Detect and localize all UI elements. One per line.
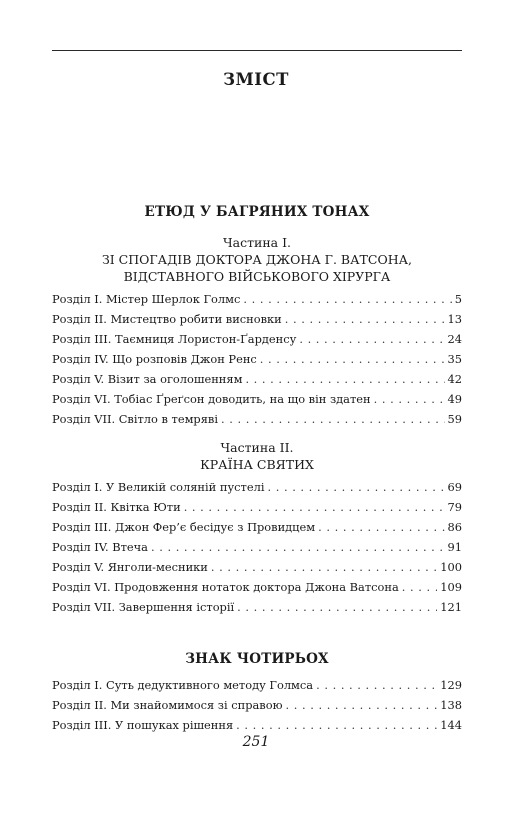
dot-leader xyxy=(402,577,437,597)
chapter-title: Розділ I. Суть дедуктивного методу Голмса xyxy=(52,678,314,692)
toc-entry[interactable] xyxy=(52,497,462,517)
part-subtitle: ВІДСТАВНОГО ВІЙСЬКОВОГО ХІРУРГА xyxy=(123,269,391,284)
work-title: ЕТЮД У БАГРЯНИХ ТОНАХ xyxy=(144,204,370,220)
toc-entry[interactable] xyxy=(52,289,462,309)
page-ref: 49 xyxy=(447,392,462,406)
chapter-title: Розділ VI. Тобіас Ґреґсон доводить, на що він здатен xyxy=(52,392,371,406)
toc-entry[interactable] xyxy=(52,537,462,557)
toc-entry[interactable] xyxy=(52,369,462,389)
dot-leader xyxy=(243,289,451,309)
page-ref: 91 xyxy=(447,540,462,554)
toc-entry[interactable] xyxy=(52,675,462,695)
toc-entry[interactable] xyxy=(52,329,462,349)
toc-entry[interactable] xyxy=(52,409,462,429)
dot-leader xyxy=(151,537,445,557)
toc-entry[interactable] xyxy=(52,389,462,409)
chapter-list xyxy=(52,675,462,735)
page-title: ЗМІСТ xyxy=(223,70,289,89)
dot-leader xyxy=(260,349,445,369)
page-ref: 129 xyxy=(440,678,462,692)
toc-entry[interactable] xyxy=(52,309,462,329)
toc-entry[interactable] xyxy=(52,517,462,537)
chapter-title: Розділ III. Джон Фер’є бесідує з Провидцем xyxy=(52,520,316,534)
part-subtitle: КРАЇНА СВЯТИХ xyxy=(200,457,314,472)
dot-leader xyxy=(245,369,444,389)
chapter-list xyxy=(52,477,462,617)
chapter-title: Розділ III. Таємниця Лористон-Ґарденсу xyxy=(52,332,297,346)
page-ref: 35 xyxy=(447,352,462,366)
chapter-title: Розділ VII. Завершення історії xyxy=(52,600,235,614)
page-ref: 86 xyxy=(447,520,462,534)
chapter-title: Розділ IV. Втеча xyxy=(52,540,148,554)
toc-entry[interactable] xyxy=(52,597,462,617)
page-ref: 5 xyxy=(454,292,462,306)
toc-entry[interactable] xyxy=(52,349,462,369)
chapter-title: Розділ II. Мистецтво робити висновки xyxy=(52,312,282,326)
part-subtitle: ЗІ СПОГАДІВ ДОКТОРА ДЖОНА Г. ВАТСОНА, xyxy=(101,252,413,267)
chapter-title: Розділ II. Квітка Юти xyxy=(52,500,181,514)
dot-leader xyxy=(236,715,437,735)
chapter-title: Розділ II. Ми знайомимося зі справою xyxy=(52,698,283,712)
toc-entry[interactable] xyxy=(52,695,462,715)
part-label: Частина I. xyxy=(222,235,292,250)
work-section-sign-of-four xyxy=(52,649,462,735)
page-ref: 13 xyxy=(447,312,462,326)
chapter-title: Розділ IV. Що розповів Джон Ренс xyxy=(52,352,257,366)
page-ref: 138 xyxy=(440,698,462,712)
page-ref: 109 xyxy=(440,580,462,594)
page-ref: 24 xyxy=(447,332,462,346)
dot-leader xyxy=(299,329,444,349)
page-ref: 42 xyxy=(447,372,462,386)
page-ref: 79 xyxy=(447,500,462,514)
toc-entry[interactable] xyxy=(52,715,462,735)
dot-leader xyxy=(285,309,445,329)
chapter-title: Розділ VI. Продовження нотаток доктора Джона Ватсона xyxy=(52,580,399,594)
dot-leader xyxy=(285,695,437,715)
page-ref: 59 xyxy=(447,412,462,426)
page-ref: 69 xyxy=(447,480,462,494)
page-ref: 144 xyxy=(440,718,462,732)
page-number: 251 xyxy=(242,734,270,750)
dot-leader xyxy=(316,675,437,695)
header-rule xyxy=(52,50,462,51)
page-ref: 100 xyxy=(440,560,462,574)
work-section-study-in-scarlet xyxy=(52,202,462,617)
chapter-title: Розділ I. Містер Шерлок Голмс xyxy=(52,292,241,306)
dot-leader xyxy=(318,517,444,537)
chapter-title: Розділ V. Візит за оголошенням xyxy=(52,372,243,386)
toc-entry[interactable] xyxy=(52,577,462,597)
chapter-list xyxy=(52,289,462,429)
toc-entry[interactable] xyxy=(52,477,462,497)
dot-leader xyxy=(374,389,445,409)
table-of-contents xyxy=(52,202,462,735)
toc-entry[interactable] xyxy=(52,557,462,577)
chapter-title: Розділ VII. Світло в темряві xyxy=(52,412,218,426)
dot-leader xyxy=(267,477,444,497)
part-label: Частина II. xyxy=(220,440,294,455)
chapter-title: Розділ I. У Великій соляній пустелі xyxy=(52,480,265,494)
work-title: ЗНАК ЧОТИРЬОХ xyxy=(185,651,329,667)
page-ref: 121 xyxy=(440,600,462,614)
dot-leader xyxy=(211,557,437,577)
chapter-title: Розділ III. У пошуках рішення xyxy=(52,718,234,732)
chapter-title: Розділ V. Янголи-месники xyxy=(52,560,208,574)
dot-leader xyxy=(237,597,437,617)
dot-leader xyxy=(221,409,445,429)
dot-leader xyxy=(184,497,445,517)
